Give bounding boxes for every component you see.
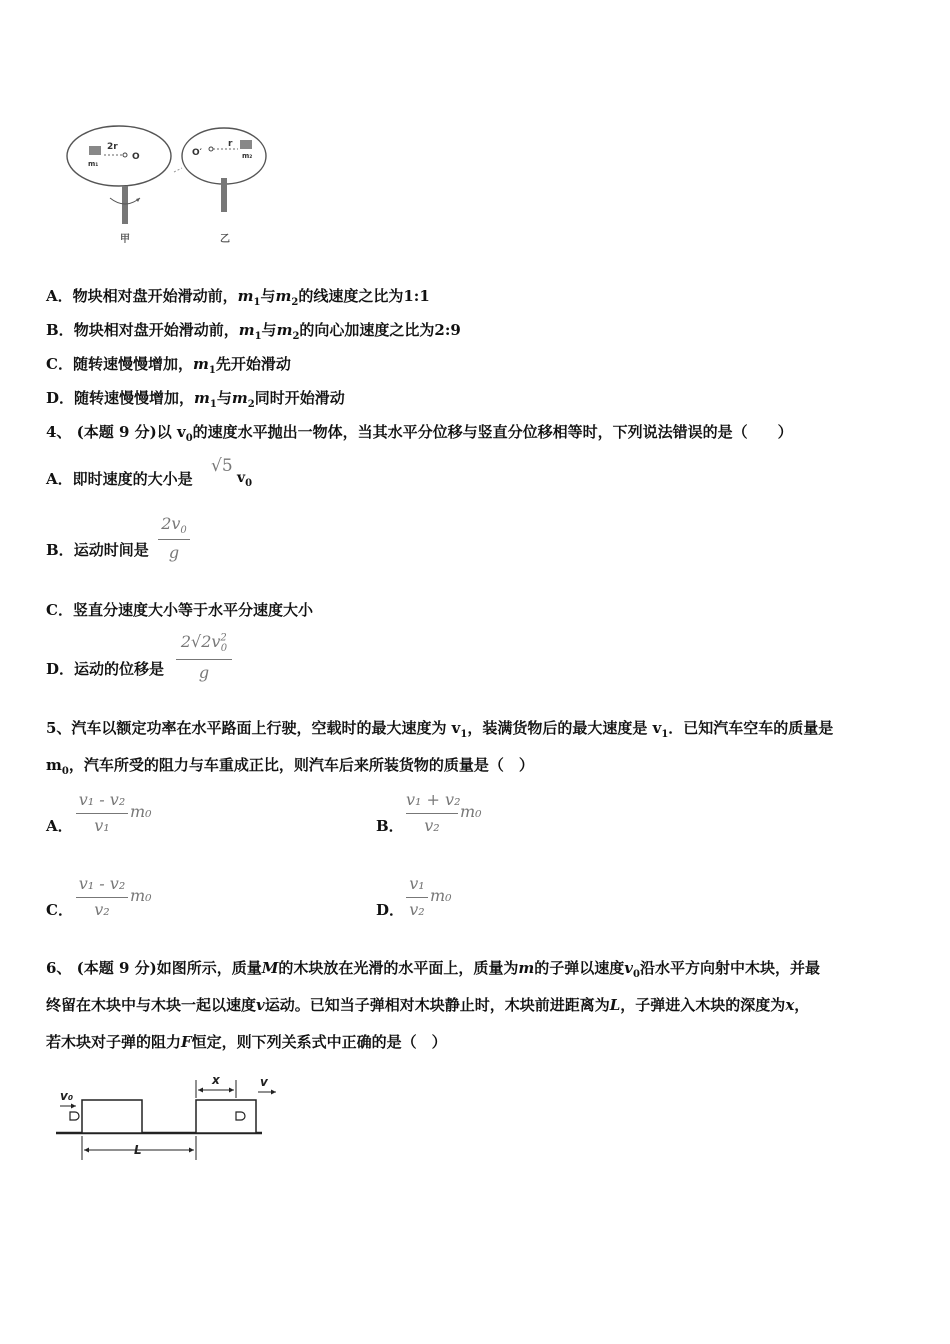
q5-stem-line1: 5、汽车以额定功率在水平路面上行驶，空载时的最大速度为 $v_1$，装满货物后的最大速度是 $v_1$．已知汽车空车的质量是: [46, 719, 834, 740]
block-m1: [89, 146, 101, 155]
right-radius-label: r: [228, 139, 233, 149]
q5-option-d-fraction: v₁ v₂ m₀: [406, 874, 486, 924]
q4-option-a: A．即时速度的大小是: [46, 470, 193, 488]
v0-label: v₀: [60, 1089, 74, 1103]
q6-line3: 若木块对子弹的阻力F恒定，则下列关系式中正确的是（ ）: [46, 1033, 447, 1051]
left-block-label: m₁: [88, 160, 99, 168]
q4-option-b: B．运动时间是: [46, 541, 149, 559]
q6-line1: 6、 (本题 9 分)如图所示，质量M的木块放在光滑的水平面上，质量为m的子弹以速度$v_0$沿水平方向射中木块，并最: [46, 959, 820, 980]
left-axle: [122, 186, 128, 224]
q4-option-d-fraction: $2√2v^2_0$ g: [176, 632, 232, 688]
q3-option-c: C．随转速慢慢增加，$m_1$先开始滑动: [46, 355, 291, 376]
block-figure: [52, 1070, 282, 1162]
q5-option-d-label: D．: [376, 901, 405, 919]
left-disk: [67, 126, 171, 186]
q3-option-b: B．物块相对盘开始滑动前，$m_1$与$m_2$的向心加速度之比为2:9: [46, 321, 461, 342]
v-label: v: [260, 1075, 268, 1089]
block-final: [196, 1100, 256, 1133]
block-initial: [82, 1100, 142, 1133]
q5-stem-line2: $m_0$，汽车所受的阻力与车重成正比，则汽车后来所装货物的质量是（ ）: [46, 756, 534, 777]
q4-option-b-fraction: $2v_0$ g: [158, 514, 190, 568]
q5-option-c-label: C．: [46, 901, 73, 919]
q5-option-a-label: A．: [46, 817, 73, 835]
disk-figure: [62, 118, 272, 246]
left-center-label: O: [132, 152, 140, 162]
left-caption: 甲: [120, 234, 130, 245]
bullet-final: [236, 1112, 245, 1120]
q5-option-c-fraction: v₁ - v₂ v₂ m₀: [76, 874, 186, 924]
x-label: x: [212, 1073, 220, 1087]
q5-option-b-fraction: v₁ + v₂ v₂ m₀: [406, 790, 482, 835]
q4-option-a-tail: $v_0$: [237, 470, 253, 489]
q3-option-a: A．物块相对盘开始滑动前，$m_1$与$m_2$的线速度之比为1:1: [46, 287, 430, 308]
left-radius-label: 2r: [107, 142, 118, 152]
q5-option-b-label: B．: [376, 817, 404, 835]
right-center-label: O′: [192, 148, 203, 158]
L-label: L: [134, 1143, 142, 1157]
block-m2: [240, 140, 252, 149]
q4-stem: 4、 (本题 9 分)以 $v_0$的速度水平抛出一物体，当其水平分位移与竖直分位移相等时，下列说法错误的是（ ）: [46, 423, 793, 444]
right-block-label: m₂: [242, 152, 253, 160]
right-axle: [221, 178, 227, 212]
right-caption: 乙: [220, 234, 230, 245]
q5-option-a-fraction: v₁ - v₂ v₁ m₀: [76, 790, 186, 840]
q4-option-c: C．竖直分速度大小等于水平分速度大小: [46, 601, 313, 619]
q4-option-d: D．运动的位移是: [46, 660, 165, 678]
bullet-initial: [70, 1112, 79, 1120]
q6-line2: 终留在木块中与木块一起以速度v运动。已知当子弹相对木块静止时，木块前进距离为L，子弹进入木块的深度为x，: [46, 996, 810, 1014]
q3-option-d: D．随转速慢慢增加，$m_1$与$m_2$同时开始滑动: [46, 389, 345, 410]
q4-option-a-math: √5: [211, 456, 233, 476]
